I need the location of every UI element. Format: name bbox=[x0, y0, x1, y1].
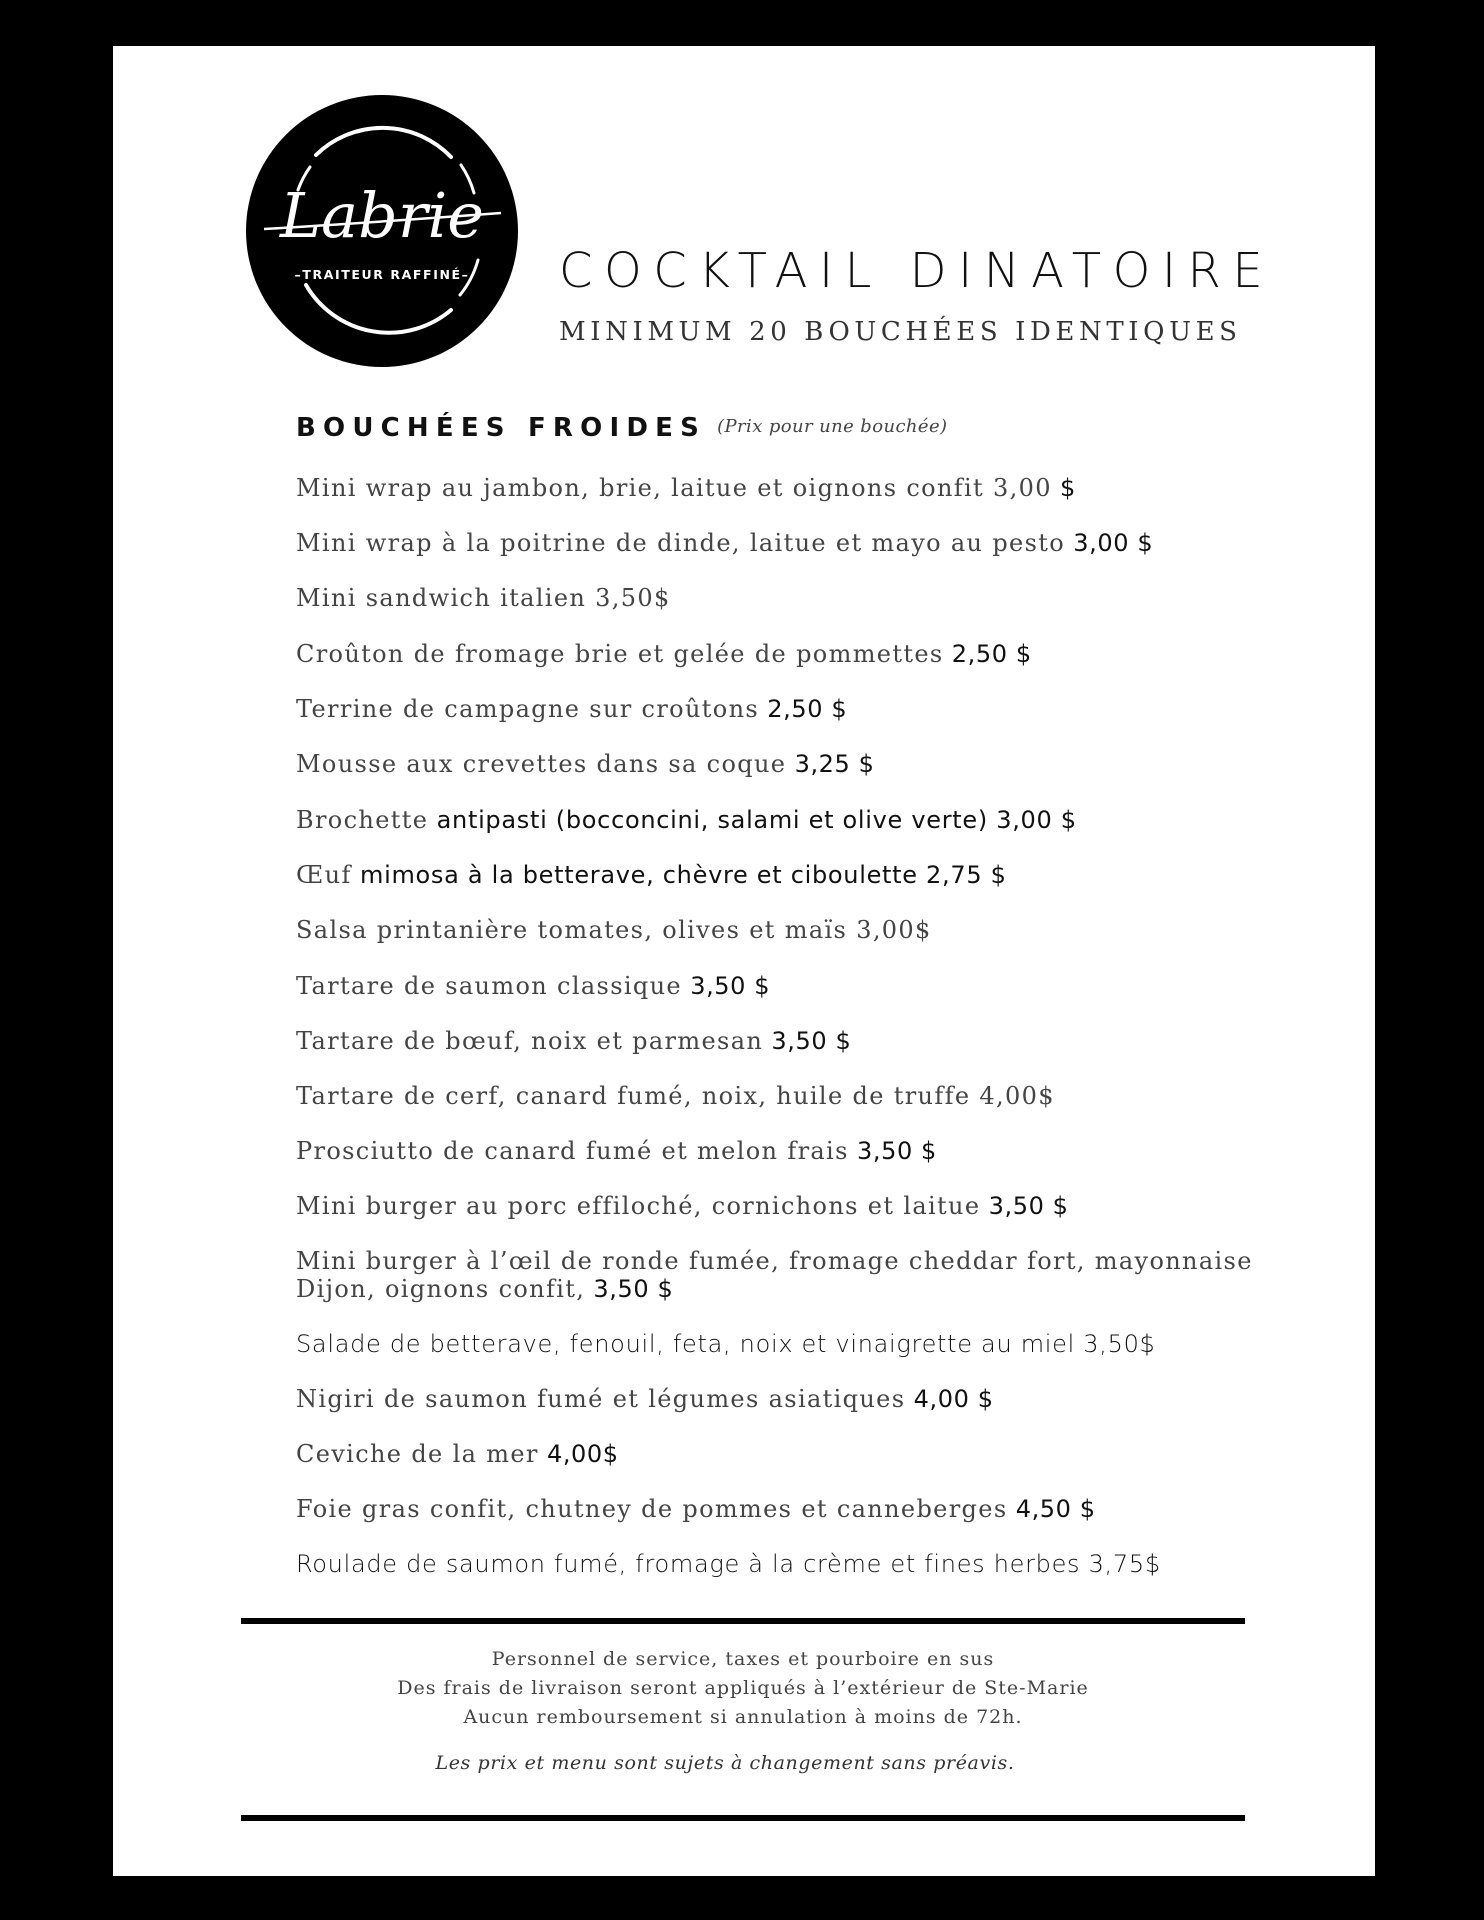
logo-script-text: Labrie bbox=[280, 179, 484, 252]
page-subtitle: MINIMUM 20 BOUCHÉES IDENTIQUES bbox=[559, 317, 1242, 347]
item-description-bold: antipasti (bocconcini, salami et olive verte) 3,00 $ bbox=[428, 806, 1077, 834]
item-price: 2,50 $ bbox=[759, 695, 848, 723]
item-description: Mini sandwich italien 3,50$ bbox=[296, 584, 671, 612]
item-price: 3,50 $ bbox=[681, 972, 771, 1000]
menu-item bbox=[296, 1550, 1336, 1578]
menu-item bbox=[296, 972, 1336, 1000]
menu-item bbox=[296, 695, 1336, 723]
footer-conditions bbox=[241, 1645, 1245, 1732]
item-price: 4,00$ bbox=[538, 1440, 619, 1468]
logo-tagline: –TRAITEUR RAFFINÉ– bbox=[294, 267, 470, 282]
item-description: Tartare de cerf, canard fumé, noix, huile de truffe 4,00$ bbox=[296, 1082, 1055, 1110]
menu-item bbox=[296, 1082, 1336, 1110]
item-description-bold: mimosa à la betterave, chèvre et ciboulette 2,75 $ bbox=[351, 861, 1007, 889]
section-title: BOUCHÉES FROIDES bbox=[296, 413, 706, 443]
menu-item bbox=[296, 529, 1336, 557]
item-description: Nigiri de saumon fumé et légumes asiatiques bbox=[296, 1385, 906, 1413]
menu-item bbox=[296, 474, 1336, 502]
menu-item bbox=[296, 750, 1336, 778]
menu-page bbox=[113, 46, 1375, 1876]
menu-item bbox=[296, 1330, 1336, 1358]
footer-line: Personnel de service, taxes et pourboire en sus bbox=[491, 1648, 995, 1670]
footer-line: Des frais de livraison seront appliqués à l’extérieur de Ste-Marie bbox=[397, 1677, 1089, 1699]
item-price: 3,50 $ bbox=[585, 1275, 674, 1303]
menu-item bbox=[296, 1495, 1336, 1523]
item-description: Tartare de bœuf, noix et parmesan bbox=[296, 1027, 764, 1055]
divider-bottom bbox=[241, 1815, 1245, 1821]
item-description: Mini wrap à la poitrine de dinde, laitue et mayo au pesto bbox=[296, 529, 1066, 557]
item-description: Foie gras confit, chutney de pommes et canneberges bbox=[296, 1495, 1008, 1523]
item-description: Mini burger au porc effiloché, cornichons et laitue bbox=[296, 1192, 981, 1220]
divider-top bbox=[241, 1618, 1245, 1624]
menu-item bbox=[296, 1247, 1296, 1303]
page-title: COCKTAIL DINATOIRE bbox=[559, 243, 1275, 299]
item-description: Roulade de saumon fumé, fromage à la crème et fines herbes 3,75$ bbox=[296, 1550, 1161, 1578]
item-description: Croûton de fromage brie et gelée de pommettes bbox=[296, 640, 944, 668]
menu-item bbox=[296, 1440, 1336, 1468]
item-price: 3,50 $ bbox=[763, 1027, 852, 1055]
item-price: 4,50 $ bbox=[1007, 1495, 1096, 1523]
menu-item bbox=[296, 584, 1336, 612]
item-price: 3,50 $ bbox=[848, 1137, 937, 1165]
item-price: 3,00 $ bbox=[1065, 529, 1154, 557]
item-description: Mousse aux crevettes dans sa coque bbox=[296, 750, 787, 778]
item-description: Tartare de saumon classique bbox=[296, 972, 682, 1000]
menu-item bbox=[296, 806, 1336, 834]
item-description: Salade de betterave, fenouil, feta, noix et vinaigrette au miel 3,50$ bbox=[296, 1330, 1156, 1358]
menu-item bbox=[296, 861, 1336, 889]
labrie-logo bbox=[246, 95, 518, 367]
menu-item bbox=[296, 1192, 1336, 1220]
item-description: Mini burger à l’œil de ronde fumée, fromage cheddar fort, mayonnaise Dijon, oignons confit, bbox=[296, 1247, 1253, 1303]
item-description: Ceviche de la mer bbox=[296, 1440, 539, 1468]
section-header bbox=[296, 409, 947, 449]
item-description: Salsa printanière tomates, olives et maïs 3,00$ bbox=[296, 916, 932, 944]
item-description: Mini wrap au jambon, brie, laitue et oignons confit 3,00 bbox=[296, 474, 1052, 502]
item-price: 3,50 $ bbox=[980, 1192, 1069, 1220]
item-price: 4,00 $ bbox=[905, 1385, 994, 1413]
item-price: 3,25 $ bbox=[786, 750, 875, 778]
footer-disclaimer: Les prix et menu sont sujets à changement sans préavis. bbox=[435, 1752, 1015, 1774]
menu-item bbox=[296, 916, 1336, 944]
menu-item bbox=[296, 1027, 1336, 1055]
item-description: Œuf bbox=[296, 861, 352, 889]
item-description: Brochette bbox=[296, 806, 429, 834]
item-price: $ bbox=[1051, 474, 1076, 502]
item-description: Terrine de campagne sur croûtons bbox=[296, 695, 760, 723]
section-note: (Prix pour une bouchée) bbox=[717, 416, 948, 437]
item-description: Prosciutto de canard fumé et melon frais bbox=[296, 1137, 849, 1165]
menu-item bbox=[296, 640, 1336, 668]
menu-item bbox=[296, 1385, 1336, 1413]
item-price: 2,50 $ bbox=[943, 640, 1032, 668]
menu-item bbox=[296, 1137, 1336, 1165]
footer-line: Aucun remboursement si annulation à moins de 72h. bbox=[463, 1706, 1023, 1728]
